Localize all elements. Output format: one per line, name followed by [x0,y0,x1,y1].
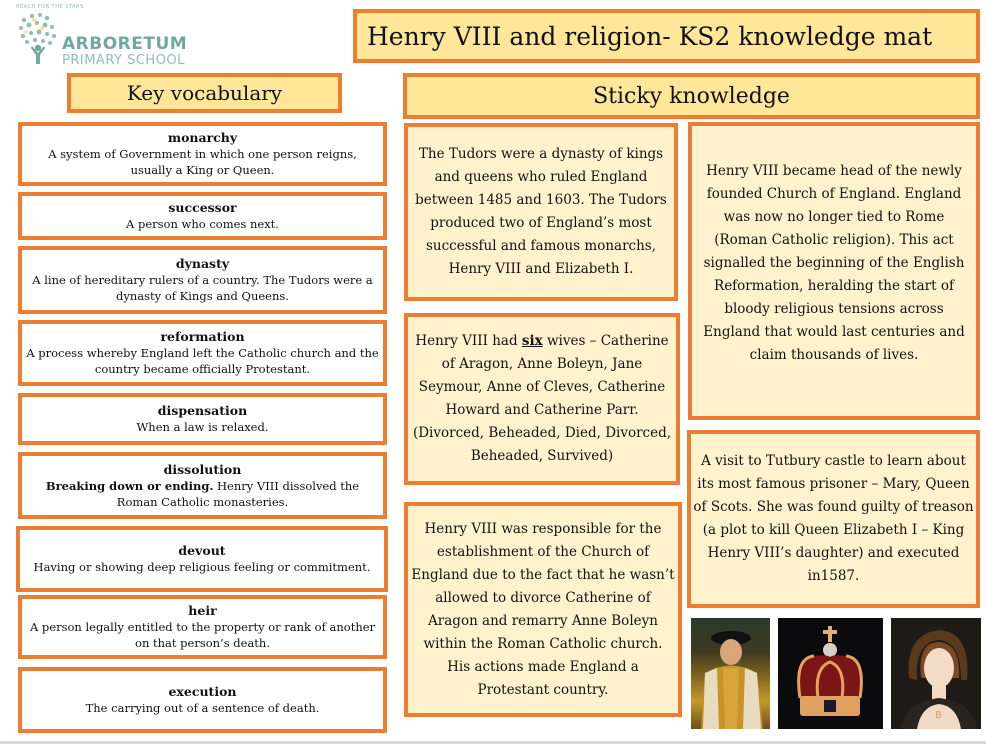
henry-viii-portrait-icon [691,618,770,729]
vocab-card-heir [18,595,387,659]
fact-tutbury-castle [687,430,980,608]
svg-text:B: B [935,711,942,721]
fact-tutbury-castle-text: A visit to Tutbury castle to learn about its most famous prisoner – Mary, Queen of Scots. She was found guilty of treason (a plot to kill Queen Elizabeth I – King Henry VIII’s daughter) and executed in1587. [693,453,974,584]
fact-church-of-england [404,502,682,717]
anne-boleyn-portrait-image [891,618,981,729]
vocab-card-dynasty [18,246,387,314]
vocab-term: heir [188,603,217,618]
vocab-term: reformation [160,329,245,344]
vocab-definition-bold: Breaking down or ending. [45,478,214,493]
fact-church-of-england-text: Henry VIII was responsible for the establishment of the Church of England due to the fact that he wasn’t allowed to divorce Catherine of Aragon and remarry Anne Boleyn within the Roman Catholic church. His actions made England a Protestant country. [411,520,675,698]
vocab-term: successor [168,200,237,215]
logo-name: ARBORETUM [62,34,188,54]
vocab-definition: The carrying out of a sentence of death. [85,701,320,715]
vocab-definition: When a law is relaxed. [136,420,269,434]
anne-boleyn-portrait-icon [891,618,981,729]
vocab-definition [26,478,379,510]
vocab-term: execution [168,684,237,699]
vocab-card-reformation [18,320,387,386]
key-vocabulary-title: Key vocabulary [126,81,283,105]
fact-six-wives-emphasis: six [521,333,543,349]
fact-tudors-text: The Tudors were a dynasty of kings and queens who ruled England between 1485 and 1603. The Tudors produced two of England’s most successful and famous monarchs, Henry VIII and Elizabeth I. [415,146,667,277]
crown-icon [778,618,883,729]
vocab-definition: A line of hereditary rulers of a country. The Tudors were a dynasty of Kings and Queens. [32,273,373,303]
crown-image [778,618,883,729]
vocab-card-execution [18,667,387,733]
star-tree-icon [12,6,62,66]
fact-head-of-church-text: Henry VIII became head of the newly founded Church of England. England was now no longer tied to Rome (Roman Catholic religion). This act signalled the beginning of the English Reformation, heralding the start of bloody religious tensions across England that would last centuries and claim thousands of lives. [703,162,965,363]
vocab-term: dispensation [157,403,248,418]
page-title-text: Henry VIII and religion- KS2 knowledge mat [367,21,933,51]
fact-six-wives-post: wives – Catherine of Aragon, Anne Boleyn, Jane Seymour, Anne of Cleves, Catherine Howard and Catherine Parr. (Divorced, Beheaded, Died, Divorced, Beheaded, Survived) [412,333,672,464]
vocab-definition-rest: Henry VIII dissolved the Roman Catholic monasteries. [116,478,360,509]
vocab-definition: A person who comes next. [126,217,279,231]
fact-six-wives-pre: Henry VIII had [415,333,522,349]
vocab-card-dispensation [18,393,387,445]
fact-six-wives-text [410,330,674,468]
vocab-card-successor [18,192,387,240]
vocab-definition: A system of Government in which one person reigns, usually a King or Queen. [48,147,357,177]
vocab-card-devout [16,526,388,592]
fact-tudors [404,123,678,301]
logo-motto: REACH FOR THE STARS [16,4,84,10]
henry-viii-portrait-image [691,618,770,729]
vocab-term: dynasty [175,256,230,271]
school-logo [12,6,192,66]
vocab-card-dissolution [18,452,387,519]
logo-subtitle: PRIMARY SCHOOL [62,53,185,68]
sticky-knowledge-header [403,73,980,119]
vocab-term: devout [178,543,226,558]
vocab-term: monarchy [167,130,238,145]
fact-head-of-church [688,122,980,420]
sticky-knowledge-title: Sticky knowledge [593,83,790,109]
key-vocabulary-header [67,73,342,113]
vocab-term: dissolution [163,461,242,477]
vocab-definition: Having or showing deep religious feeling or commitment. [33,560,371,574]
fact-six-wives [404,313,680,485]
vocab-definition: A process whereby England left the Catholic church and the country became officially Protestant. [26,346,379,376]
page-title [353,9,980,63]
vocab-card-monarchy [18,122,387,186]
vocab-definition: A person legally entitled to the property or rank of another on that person’s death. [29,620,376,650]
